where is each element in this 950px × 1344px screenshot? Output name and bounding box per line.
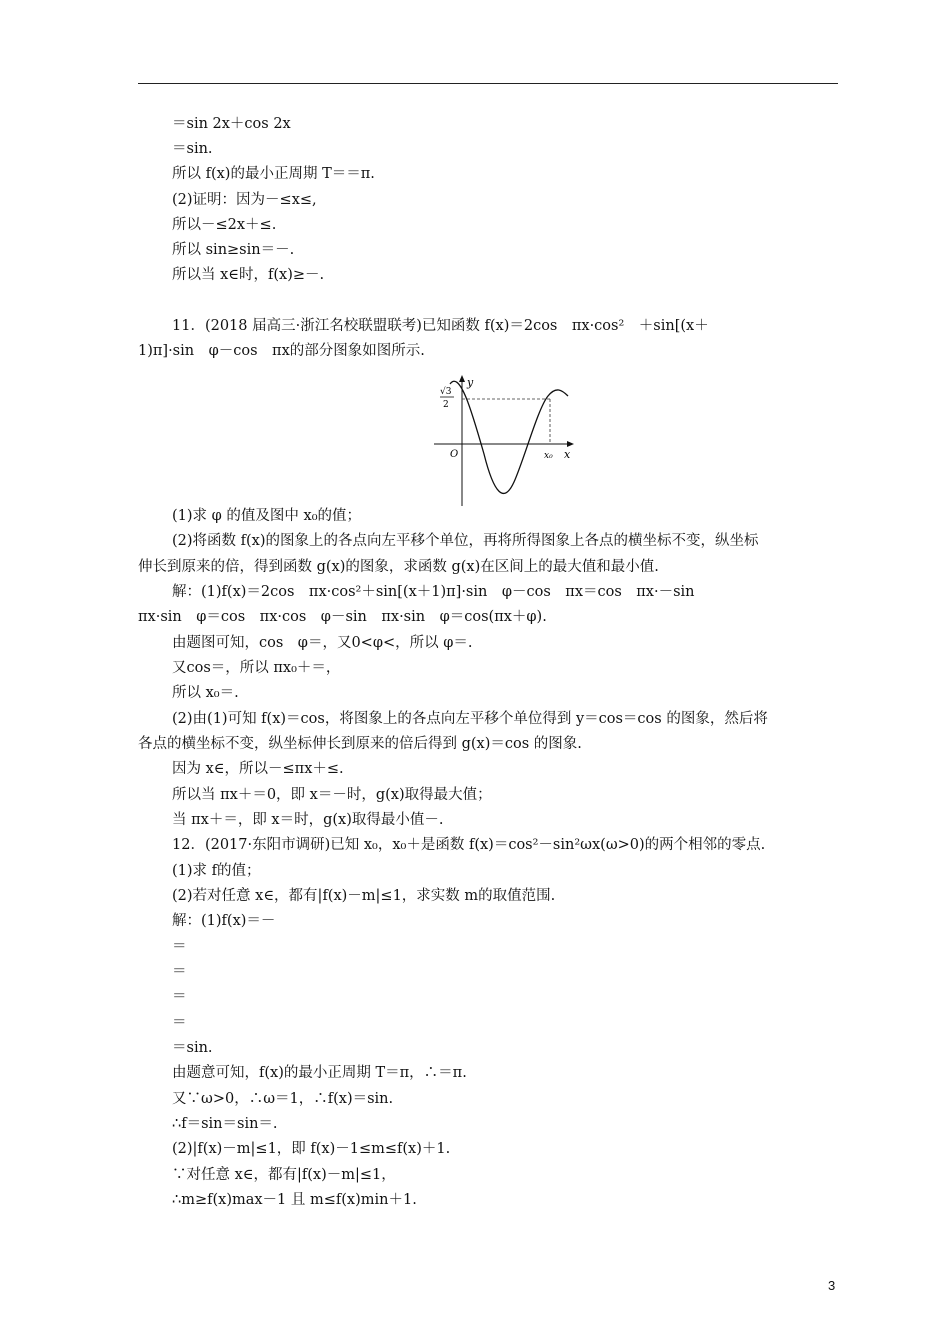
x-axis-arrow: [567, 441, 574, 447]
text-line: 所以当 πx＋＝0，即 x＝－时，g(x)取得最大值；: [172, 787, 492, 803]
y-mark-denominator: 2: [443, 400, 449, 410]
text-line: (2)将函数 f(x)的图象上的各点向左平移个单位，再将所得图象上各点的横坐标不变，纵坐标: [172, 533, 759, 549]
y-axis-arrow: [459, 375, 465, 382]
text-line: (2)若对任意 x∈，都有|f(x)－m|≤1，求实数 m的取值范围.: [172, 888, 556, 904]
text-line: ＝: [172, 964, 187, 980]
x0-label: x₀: [544, 451, 553, 461]
text-line: ∴f＝sin＝sin＝.: [172, 1116, 278, 1132]
text-line: (1)求 f的值；: [172, 863, 261, 879]
x-axis-label: x: [564, 448, 571, 461]
text-line: 所以 sin≥sin＝－.: [172, 242, 295, 258]
text-line: 1)π]·sin φ－cos πx的部分图象如图所示.: [138, 343, 425, 359]
text-line: 各点的横坐标不变，纵坐标伸长到原来的倍后得到 g(x)＝cos 的图象.: [138, 736, 582, 752]
text-line: (1)求 φ 的值及图中 x₀的值；: [172, 508, 362, 524]
text-line: ∵对任意 x∈，都有|f(x)－m|≤1，: [172, 1167, 396, 1183]
text-line: 又cos＝，所以 πx₀＋＝，: [172, 660, 341, 676]
cosine-graph-figure: [428, 372, 578, 508]
text-line: 所以 x₀＝.: [172, 685, 239, 701]
text-line: 12．(2017·东阳市调研)已知 x₀，x₀＋是函数 f(x)＝cos²－sin²ωx(ω>0)的两个相邻的零点.: [172, 837, 766, 853]
origin-label: O: [450, 449, 459, 460]
text-line: ＝: [172, 939, 187, 955]
text-line: 由题意可知，f(x)的最小正周期 T＝π，∴＝π.: [172, 1065, 467, 1081]
y-axis-label: y: [467, 376, 474, 389]
text-line: 伸长到原来的倍，得到函数 g(x)的图象，求函数 g(x)在区间上的最大值和最小值.: [138, 559, 659, 575]
text-line: πx·sin φ＝cos πx·cos φ－sin πx·sin φ＝cos(πx＋φ).: [138, 609, 547, 625]
text-line: 所以 f(x)的最小正周期 T＝＝π.: [172, 166, 375, 182]
text-line: 解：(1)f(x)＝－: [172, 913, 276, 929]
text-line: (2)证明：因为－≤x≤,: [172, 192, 317, 208]
text-line: 由题图可知，cos φ＝，又0<φ<，所以 φ＝.: [172, 635, 473, 651]
text-line: ＝sin 2x＋cos 2x: [172, 116, 291, 132]
text-line: 所以当 x∈时，f(x)≥－.: [172, 267, 325, 283]
text-line: ＝sin.: [172, 141, 213, 157]
text-line: 解：(1)f(x)＝2cos πx·cos²＋sin[(x＋1)π]·sin φ－cos πx＝cos πx·－sin: [172, 584, 695, 600]
text-line: 所以－≤2x＋≤.: [172, 217, 277, 233]
text-line: 因为 x∈，所以－≤πx＋≤.: [172, 761, 344, 777]
text-line: ＝: [172, 989, 187, 1005]
text-line: 当 πx＋＝，即 x＝时，g(x)取得最小值－.: [172, 812, 444, 828]
y-mark-numerator: √3: [440, 387, 452, 397]
text-line: (2)|f(x)－m|≤1，即 f(x)－1≤m≤f(x)＋1.: [172, 1141, 451, 1157]
text-line: ＝sin.: [172, 1040, 213, 1056]
header-rule: [138, 83, 838, 84]
text-line: ∴m≥f(x)max－1 且 m≤f(x)min＋1.: [172, 1192, 417, 1208]
text-line: 又∵ω>0，∴ω＝1，∴f(x)＝sin.: [172, 1091, 394, 1107]
text-line: (2)由(1)可知 f(x)＝cos，将图象上的各点向左平移个单位得到 y＝cos＝cos 的图象，然后将: [172, 711, 768, 727]
text-line: ＝: [172, 1015, 187, 1031]
text-line: 11．(2018 届高三·浙江名校联盟联考)已知函数 f(x)＝2cos πx·cos² ＋sin[(x＋: [172, 318, 709, 334]
page-number: 3: [828, 1278, 836, 1293]
cosine-curve: [450, 381, 568, 493]
